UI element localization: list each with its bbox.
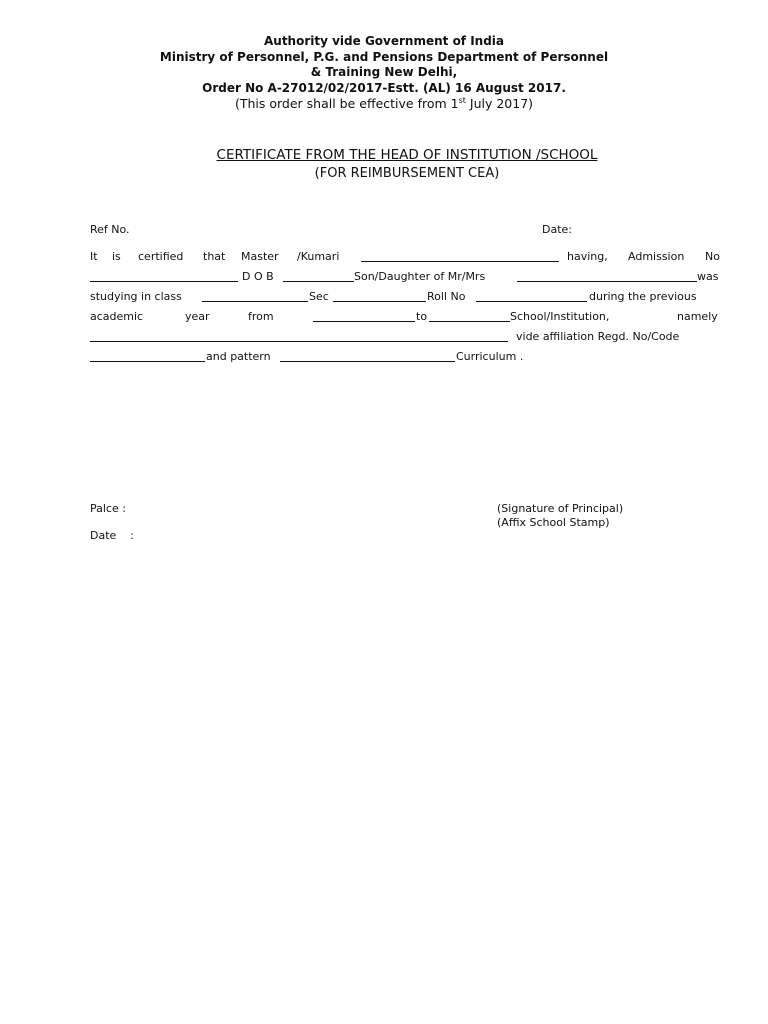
- text-and-pattern: and pattern: [206, 350, 271, 363]
- text-sec: Sec: [309, 290, 329, 303]
- header-training: & Training New Delhi,: [310, 65, 458, 79]
- dob-blank: [283, 281, 354, 282]
- header-effective-note: [0, 96, 768, 112]
- header-ministry: Ministry of Personnel, P.G. and Pensions Department of Personnel: [159, 50, 609, 64]
- header-authority: Authority vide Government of India: [263, 34, 505, 48]
- text-year: year: [185, 310, 210, 323]
- text-during: during the previous: [589, 290, 697, 303]
- student-name-blank: [361, 261, 559, 262]
- text-master: Master: [241, 250, 279, 263]
- text-namely: namely: [677, 310, 718, 323]
- certificate-subtitle: (FOR REIMBURSEMENT CEA): [314, 166, 500, 181]
- section-blank: [333, 301, 426, 302]
- class-blank: [202, 301, 308, 302]
- footer-date-label: Date :: [90, 529, 134, 542]
- text-curriculum: Curriculum .: [456, 350, 524, 363]
- text-that: that: [203, 250, 226, 263]
- roll-no-blank: [476, 301, 587, 302]
- year-from-blank: [313, 321, 415, 322]
- affix-school-stamp: (Affix School Stamp): [497, 516, 610, 529]
- text-was: was: [697, 270, 719, 283]
- text-it: It: [90, 250, 98, 263]
- text-son-daughter: Son/Daughter of Mr/Mrs: [354, 270, 486, 283]
- place-label: Palce :: [90, 502, 126, 515]
- text-no: No: [705, 250, 720, 263]
- note-superscript: st: [458, 96, 466, 105]
- text-roll: Roll No: [427, 290, 466, 303]
- parent-name-blank: [517, 281, 697, 282]
- text-is: is: [112, 250, 121, 263]
- text-kumari: /Kumari: [297, 250, 340, 263]
- note-text-after: July 2017): [465, 96, 534, 111]
- school-name-blank: [90, 341, 508, 342]
- signature-of-principal: (Signature of Principal): [497, 502, 624, 515]
- year-to-blank: [429, 321, 510, 322]
- ref-no-label: Ref No.: [90, 223, 130, 236]
- certificate-title: CERTIFICATE FROM THE HEAD OF INSTITUTION /SCHOOL: [216, 147, 598, 163]
- text-dob: D O B: [242, 270, 274, 283]
- admission-no-blank: [90, 281, 238, 282]
- text-vide-affiliation: vide affiliation Regd. No/Code: [516, 330, 680, 343]
- note-text-before: (This order shall be effective from 1: [234, 96, 459, 111]
- affiliation-code-blank: [90, 361, 205, 362]
- text-to: to: [416, 310, 428, 323]
- header-order: Order No A-27012/02/2017-Estt. (AL) 16 August 2017.: [202, 81, 566, 95]
- text-from: from: [248, 310, 274, 323]
- text-academic: academic: [90, 310, 144, 323]
- text-certified: certified: [138, 250, 184, 263]
- curriculum-pattern-blank: [280, 361, 455, 362]
- text-school-institution: School/Institution,: [510, 310, 610, 323]
- text-admission: Admission: [628, 250, 685, 263]
- date-label-top: Date:: [542, 223, 572, 236]
- text-studying: studying in class: [90, 290, 182, 303]
- text-having: having,: [567, 250, 608, 263]
